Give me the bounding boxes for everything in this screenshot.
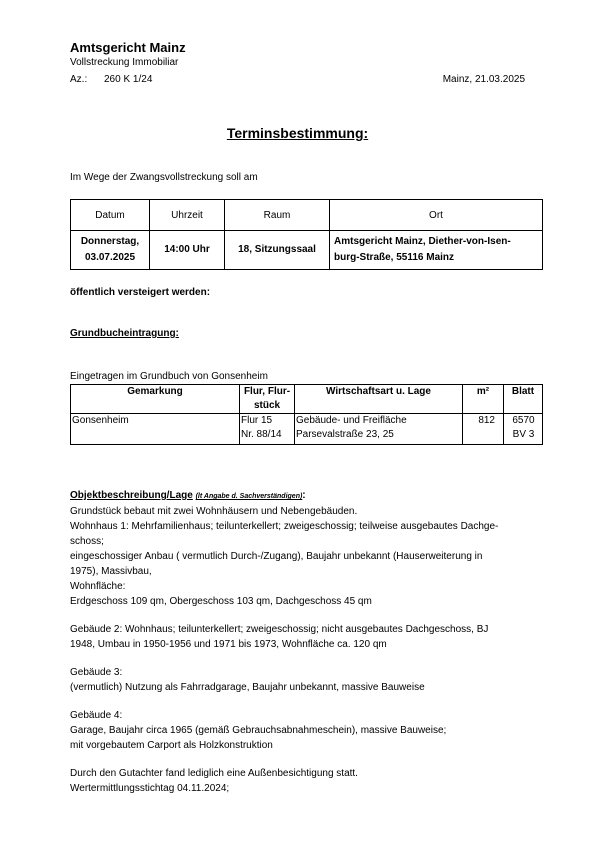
wirtschaftsart-line-2: Parsevalstraße 23, 25 [296,429,394,440]
object-heading-text: Objektbeschreibung/Lage [70,490,193,501]
object-description-heading [70,488,545,504]
spacer [70,753,545,766]
description-line: (vermutlich) Nutzung als Fahrradgarage, Baujahr unbekannt, massive Bauweise [70,682,425,693]
court-name: Amtsgericht Mainz [70,40,186,55]
datum-weekday: Donnerstag, [80,236,140,247]
description-line: schoss; [70,536,104,547]
cell-uhrzeit: 14:00 Uhr [150,231,225,270]
description-line: Wertermittlungsstichtag 04.11.2024; [70,783,230,794]
document-title: Terminsbestimmung: [226,125,369,141]
description-block-1 [70,504,545,609]
description-line: Garage, Baujahr circa 1965 (gemäß Gebrauchsabnahmeschein), massive Bauweise; [70,725,447,736]
description-line: Wohnhaus 1: Mehrfamilienhaus; teilunterkellert; zweigeschossig; teilweise ausgebautes Dachge- [70,521,499,532]
col-wirtschaftsart: Wirtschaftsart u. Lage [295,385,463,414]
description-line: Gebäude 2: Wohnhaus; teilunterkellert; zweigeschossig; nicht ausgebautes Dachgeschoss, BJ [70,624,489,635]
ort-line-2: burg-Straße, 55116 Mainz [334,252,455,263]
datum-date: 03.07.2025 [84,252,136,263]
description-block-3 [70,665,545,695]
spacer [70,652,545,665]
flur-line-2: Nr. 88/14 [241,429,282,440]
ort-line-1: Amtsgericht Mainz, Diether-von-Isen- [334,236,511,247]
col-uhrzeit: Uhrzeit [150,200,225,231]
intro-text: Im Wege der Zwangsvollstreckung soll am [70,172,258,183]
cell-raum: 18, Sitzungssaal [225,231,330,270]
spacer [70,695,545,708]
flur-header-line-2: stück [253,400,281,411]
cell-flaeche: 812 [463,414,504,445]
description-line: 1975), Massivbau, [70,566,152,577]
grundbuch-heading: Grundbucheintragung: [70,328,179,339]
termin-table-header [71,200,543,231]
description-block-5 [70,766,545,796]
blatt-line-2: BV 3 [512,429,535,440]
description-line: mit vorgebautem Carport als Holzkonstruktion [70,740,273,751]
grundbuch-intro: Eingetragen im Grundbuch von Gonsenheim [70,371,268,382]
file-number-label: Az.: [70,74,88,85]
description-line: Wohnfläche: [70,581,126,592]
col-ort: Ort [330,200,543,231]
table-row [71,231,543,270]
wirtschaftsart-line-1: Gebäude- und Freifläche [296,415,407,426]
description-line: Erdgeschoss 109 qm, Obergeschoss 103 qm, Dachgeschoss 45 qm [70,596,372,607]
termin-table [70,199,543,270]
col-datum: Datum [71,200,150,231]
table-row [71,414,543,445]
description-line: Gebäude 3: [70,667,123,678]
description-line: Grundstück bebaut mit zwei Wohnhäusern und Nebengebäuden. [70,506,358,517]
col-gemarkung: Gemarkung [71,385,240,414]
grundbuch-table [70,384,543,445]
cell-datum [71,231,150,270]
cell-ort [330,231,543,270]
description-block-2 [70,622,545,652]
blatt-line-1: 6570 [512,415,535,426]
description-line: eingeschossiger Anbau ( vermutlich Durch-/Zugang), Baujahr unbekannt (Hauserweiterung in [70,551,483,562]
description-line: 1948, Umbau in 1950-1956 und 1971 bis 1973, Wohnfläche ca. 120 qm [70,639,387,650]
grundbuch-table-header [71,385,543,414]
description-line: Gebäude 4: [70,710,123,721]
description-block-4 [70,708,545,753]
flur-header-line-1: Flur, Flur- [243,386,291,397]
object-description [70,488,545,796]
col-flur [240,385,295,414]
court-department: Vollstreckung Immobiliar [70,57,179,68]
col-raum: Raum [225,200,330,231]
cell-flur [240,414,295,445]
spacer [70,609,545,622]
flur-line-1: Flur 15 [241,415,273,426]
place-date: Mainz, 21.03.2025 [442,74,525,85]
cell-wirtschaftsart [295,414,463,445]
description-line: Durch den Gutachter fand lediglich eine Außenbesichtigung statt. [70,768,358,779]
cell-blatt [504,414,543,445]
file-number-value: 260 K 1/24 [104,74,153,85]
col-blatt: Blatt [504,385,543,414]
cell-gemarkung: Gonsenheim [71,414,240,445]
object-heading-colon: : [302,490,306,501]
col-flaeche: m² [463,385,504,414]
object-heading-note: (lt Angabe d. Sachverständigen) [195,493,303,500]
auction-statement: öffentlich versteigert werden: [70,287,211,298]
